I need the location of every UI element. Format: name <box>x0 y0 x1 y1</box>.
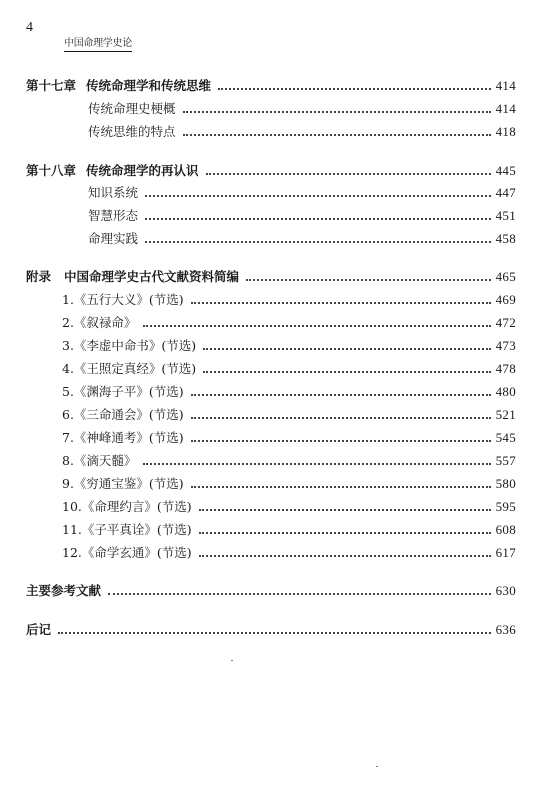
page-ref: 630 <box>495 583 516 598</box>
page-ref: 473 <box>495 338 516 353</box>
page-ref: 521 <box>495 407 516 422</box>
leader-dots <box>203 347 490 350</box>
toc-entry-appendix-item[interactable] <box>26 292 516 308</box>
page-number: 4 <box>26 20 33 35</box>
page-ref: 418 <box>495 124 516 139</box>
page-ref: 447 <box>495 185 516 200</box>
leader-dots <box>199 508 491 511</box>
appendix-item-title: 11.《子平真诠》(节选) <box>62 522 192 537</box>
appendix-item-title: 1.《五行大义》(节选) <box>62 292 184 307</box>
scan-speck <box>376 766 378 767</box>
appendix-item-title: 7.《神峰通考》(节选) <box>62 430 184 445</box>
page-ref: 595 <box>495 499 516 514</box>
appendix-item-title: 3.《李虚中命书》(节选) <box>62 338 197 353</box>
toc-entry-appendix-item[interactable] <box>26 361 516 377</box>
chapter-label: 第十七章 <box>26 78 77 93</box>
leader-dots <box>191 301 491 304</box>
appendix-label: 附录 <box>26 269 52 284</box>
leader-dots <box>143 324 490 327</box>
toc-entry-section[interactable] <box>26 124 516 140</box>
leader-dots <box>191 439 491 442</box>
toc-entry-section[interactable] <box>26 231 516 247</box>
leader-dots <box>203 370 490 373</box>
toc-entry-section[interactable] <box>26 101 516 117</box>
appendix-item-title: 8.《滴天髓》 <box>62 453 137 468</box>
leader-dots <box>191 485 491 488</box>
toc-entry-afterword[interactable] <box>26 622 516 638</box>
toc-entry-appendix-item[interactable] <box>26 476 516 492</box>
page-ref: 469 <box>495 292 516 307</box>
toc-entry-appendix[interactable] <box>26 269 516 285</box>
page-ref: 458 <box>495 231 516 246</box>
leader-dots <box>191 393 491 396</box>
leader-dots <box>183 110 491 113</box>
section-title: 命理实践 <box>88 231 139 246</box>
section-title: 传统思维的特点 <box>88 124 176 139</box>
appendix-item-title: 6.《三命通会》(节选) <box>62 407 184 422</box>
table-of-contents <box>26 0 516 811</box>
toc-entry-appendix-item[interactable] <box>26 522 516 538</box>
toc-entry-appendix-item[interactable] <box>26 430 516 446</box>
section-title: 知识系统 <box>88 185 139 200</box>
leader-dots <box>206 172 491 175</box>
appendix-item-title: 12.《命学玄通》(节选) <box>62 545 192 560</box>
appendix-item-title: 10.《命理约言》(节选) <box>62 499 192 514</box>
page-ref: 445 <box>495 163 516 178</box>
toc-entry-section[interactable] <box>26 208 516 224</box>
toc-entry-chapter-18[interactable] <box>26 163 516 179</box>
section-title: 传统命理史梗概 <box>88 101 176 116</box>
appendix-item-title: 5.《渊海子平》(节选) <box>62 384 184 399</box>
leader-dots <box>183 133 491 136</box>
leader-dots <box>58 631 491 634</box>
leader-dots <box>246 278 491 281</box>
page-ref: 414 <box>495 78 516 93</box>
toc-entry-appendix-item[interactable] <box>26 545 516 561</box>
appendix-item-title: 4.《王照定真经》(节选) <box>62 361 197 376</box>
leader-dots <box>145 194 491 197</box>
appendix-item-title: 9.《穷通宝鉴》(节选) <box>62 476 184 491</box>
page-ref: 478 <box>495 361 516 376</box>
toc-entry-appendix-item[interactable] <box>26 384 516 400</box>
leader-dots <box>143 462 490 465</box>
section-title: 智慧形态 <box>88 208 139 223</box>
page-ref: 608 <box>495 522 516 537</box>
leader-dots <box>199 531 491 534</box>
afterword-title: 后记 <box>26 622 52 637</box>
page-ref: 545 <box>495 430 516 445</box>
leader-dots <box>145 240 491 243</box>
leader-dots <box>145 217 491 220</box>
page-ref: 451 <box>495 208 516 223</box>
chapter-title: 传统命理学的再认识 <box>86 163 199 178</box>
page-ref: 414 <box>495 101 516 116</box>
toc-entry-appendix-item[interactable] <box>26 499 516 515</box>
page-ref: 580 <box>495 476 516 491</box>
page-ref: 636 <box>495 622 516 637</box>
toc-entry-references[interactable] <box>26 583 516 599</box>
leader-dots <box>218 87 491 90</box>
running-head: 中国命理学史论 <box>64 38 132 52</box>
toc-entry-appendix-item[interactable] <box>26 407 516 423</box>
leader-dots <box>191 416 491 419</box>
leader-dots <box>199 554 491 557</box>
toc-entry-appendix-item[interactable] <box>26 453 516 469</box>
leader-dots <box>108 592 491 595</box>
page-ref: 617 <box>495 545 516 560</box>
page-ref: 480 <box>495 384 516 399</box>
scan-speck <box>231 660 233 661</box>
chapter-label: 第十八章 <box>26 163 77 178</box>
chapter-title: 传统命理学和传统思维 <box>86 78 212 93</box>
appendix-title: 中国命理学史古代文献资料简编 <box>64 269 240 284</box>
references-title: 主要参考文献 <box>26 583 102 598</box>
toc-entry-section[interactable] <box>26 185 516 201</box>
toc-entry-appendix-item[interactable] <box>26 338 516 354</box>
page-ref: 465 <box>495 269 516 284</box>
page-ref: 557 <box>495 453 516 468</box>
toc-entry-appendix-item[interactable] <box>26 315 516 331</box>
page-ref: 472 <box>495 315 516 330</box>
toc-entry-chapter-17[interactable] <box>26 78 516 94</box>
appendix-item-title: 2.《叙禄命》 <box>62 315 137 330</box>
